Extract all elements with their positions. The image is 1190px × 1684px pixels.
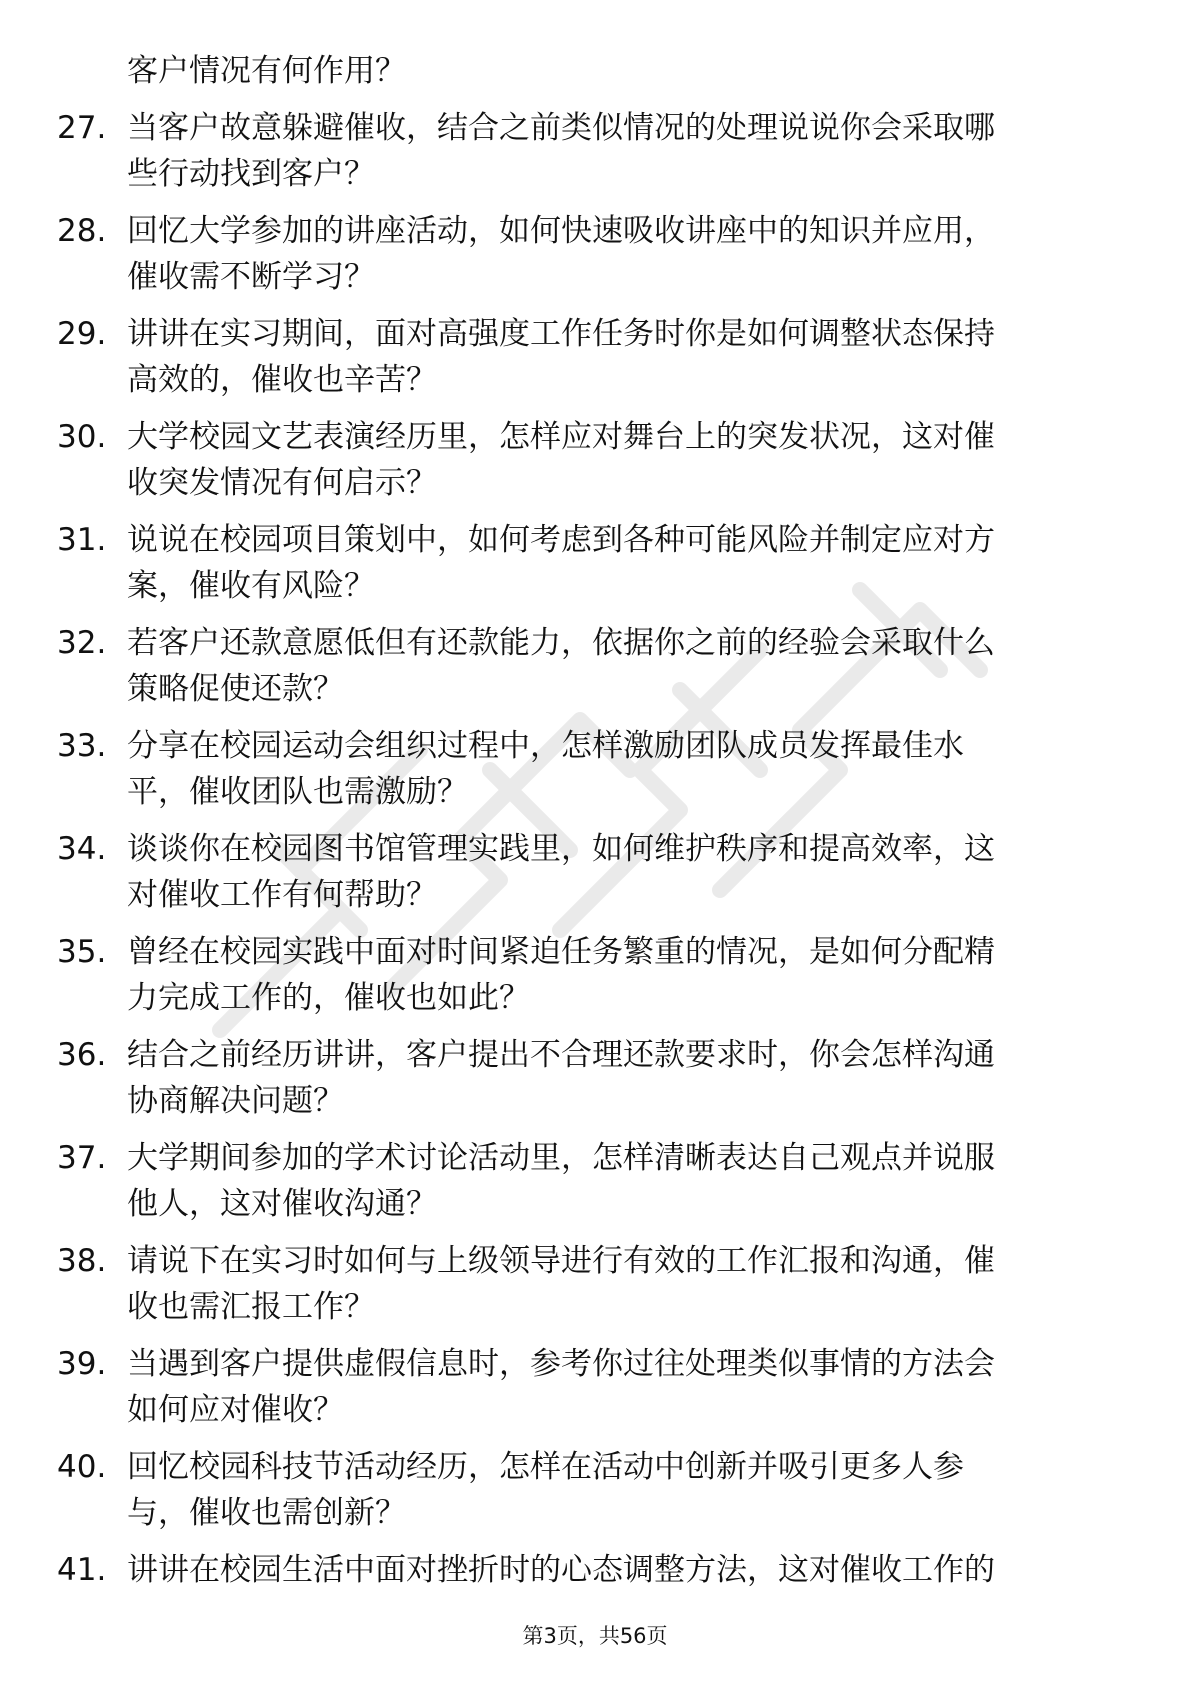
question-number: 32.: [57, 625, 107, 661]
question-number: 27.: [57, 110, 107, 146]
question-text-line: 催收需不断学习？: [127, 259, 375, 295]
list-item: [0, 723, 1190, 815]
question-text-line: 收也需汇报工作？: [127, 1289, 375, 1325]
list-item: [0, 105, 1190, 197]
list-item: [0, 414, 1190, 506]
list-item: [0, 1135, 1190, 1227]
question-number: 34.: [57, 831, 107, 867]
list-item: [0, 1547, 1190, 1593]
list-item: [0, 1032, 1190, 1124]
question-number: 29.: [57, 316, 107, 352]
list-item: [0, 1341, 1190, 1433]
question-text-line: 曾经在校园实践中面对时间紧迫任务繁重的情况，是如何分配精: [127, 934, 995, 970]
question-text-line: 力完成工作的，催收也如此？: [127, 980, 530, 1016]
page-footer: 第3页，共56页: [522, 1624, 668, 1648]
question-text-line: 平，催收团队也需激励？: [127, 774, 468, 810]
question-text-line: 若客户还款意愿低但有还款能力，依据你之前的经验会采取什么: [127, 625, 995, 661]
question-number: 31.: [57, 522, 107, 558]
question-number: 37.: [57, 1140, 107, 1176]
question-list: [0, 105, 1190, 1593]
list-item: [0, 311, 1190, 403]
continuation-line: 客户情况有何作用？: [127, 53, 406, 89]
question-content: [0, 48, 1190, 1593]
list-item: [0, 929, 1190, 1021]
question-number: 33.: [57, 728, 107, 764]
question-text-line: 回忆校园科技节活动经历，怎样在活动中创新并吸引更多人参: [127, 1449, 964, 1485]
question-text-line: 他人，这对催收沟通？: [127, 1186, 437, 1222]
question-number: 36.: [57, 1037, 107, 1073]
question-text-line: 请说下在实习时如何与上级领导进行有效的工作汇报和沟通，催: [127, 1243, 995, 1279]
question-text-line: 高效的，催收也辛苦？: [127, 362, 437, 398]
question-text-line: 案，催收有风险？: [127, 568, 375, 604]
question-text-line: 些行动找到客户？: [127, 156, 375, 192]
question-text-line: 大学校园文艺表演经历里，怎样应对舞台上的突发状况，这对催: [127, 419, 995, 455]
question-text-line: 如何应对催收？: [127, 1392, 344, 1428]
question-text-line: 协商解决问题？: [127, 1083, 344, 1119]
question-text-line: 说说在校园项目策划中，如何考虑到各种可能风险并制定应对方: [127, 522, 995, 558]
question-text-line: 当遇到客户提供虚假信息时，参考你过往处理类似事情的方法会: [127, 1346, 995, 1382]
list-item: [0, 620, 1190, 712]
question-text-line: 策略促使还款？: [127, 671, 344, 707]
question-text-line: 与，催收也需创新？: [127, 1495, 406, 1531]
list-item: [0, 826, 1190, 918]
question-text-line: 分享在校园运动会组织过程中，怎样激励团队成员发挥最佳水: [127, 728, 964, 764]
question-number: 35.: [57, 934, 107, 970]
question-text-line: 收突发情况有何启示？: [127, 465, 437, 501]
question-number: 41.: [57, 1552, 107, 1588]
list-item: [0, 208, 1190, 300]
question-text-line: 结合之前经历讲讲，客户提出不合理还款要求时，你会怎样沟通: [127, 1037, 995, 1073]
question-number: 28.: [57, 213, 107, 249]
list-item: [0, 1444, 1190, 1536]
list-item: [0, 1238, 1190, 1330]
question-text-line: 回忆大学参加的讲座活动，如何快速吸收讲座中的知识并应用，: [127, 213, 995, 249]
list-item: [0, 517, 1190, 609]
question-text-line: 当客户故意躲避催收，结合之前类似情况的处理说说你会采取哪: [127, 110, 995, 146]
question-number: 30.: [57, 419, 107, 455]
question-text-line: 对催收工作有何帮助？: [127, 877, 437, 913]
question-text-line: 讲讲在实习期间，面对高强度工作任务时你是如何调整状态保持: [127, 316, 995, 352]
question-number: 38.: [57, 1243, 107, 1279]
question-text-line: 谈谈你在校园图书馆管理实践里，如何维护秩序和提高效率，这: [127, 831, 995, 867]
question-text-line: 大学期间参加的学术讨论活动里，怎样清晰表达自己观点并说服: [127, 1140, 995, 1176]
question-number: 39.: [57, 1346, 107, 1382]
question-number: 40.: [57, 1449, 107, 1485]
question-text-line: 讲讲在校园生活中面对挫折时的心态调整方法，这对催收工作的: [127, 1552, 995, 1588]
